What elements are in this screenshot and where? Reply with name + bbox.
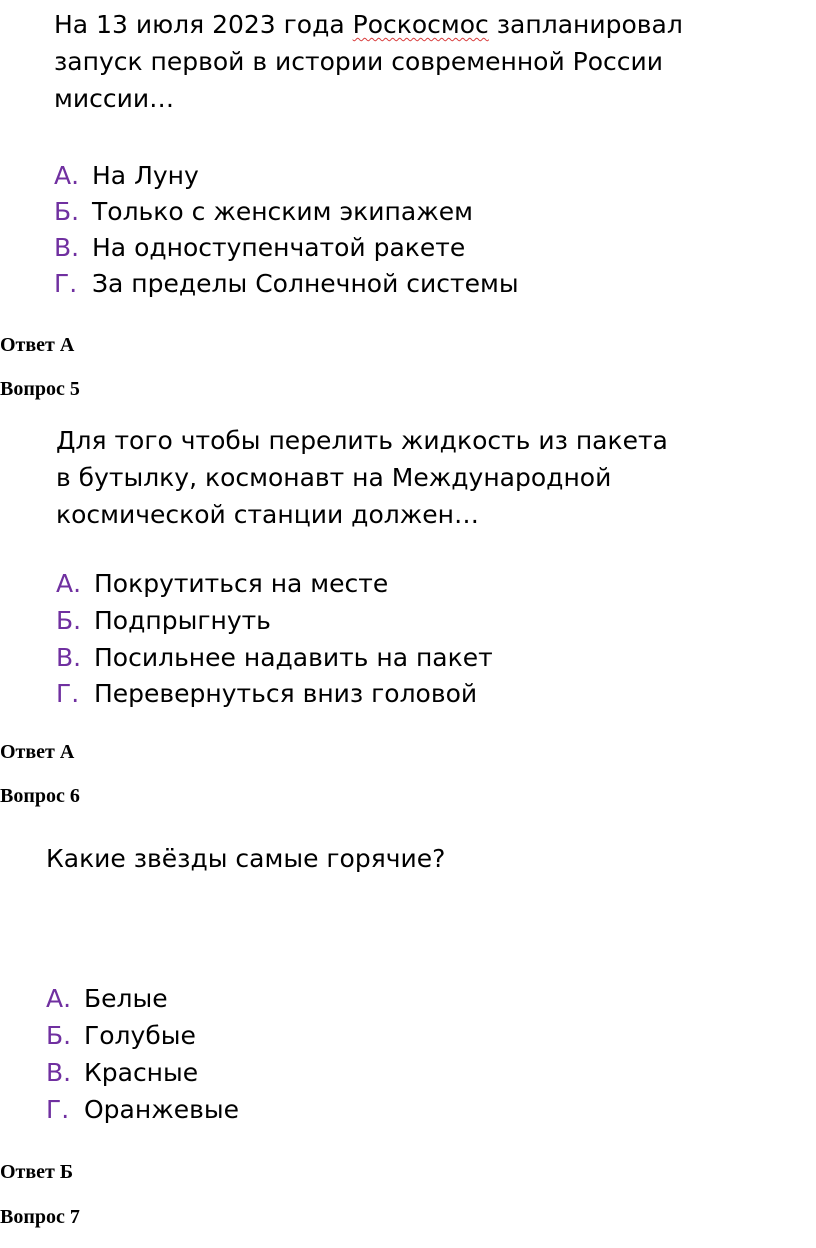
- question-5-option-d: Г. Перевернуться вниз головой: [56, 679, 478, 708]
- question-4-option-c: В. На одноступенчатой ракете: [54, 233, 466, 262]
- question-6-option-b: Б. Голубые: [46, 1021, 196, 1050]
- question-6-option-d: Г. Оранжевые: [46, 1095, 239, 1124]
- question-5-text: [56, 422, 668, 533]
- question-6-option-a: А. Белые: [46, 984, 168, 1013]
- question-6-text: [46, 840, 445, 877]
- spellcheck-word: Роскосмос: [352, 10, 489, 39]
- question-5-option-c: В. Посильнее надавить на пакет: [56, 643, 493, 672]
- question-5-line-2: в бутылку, космонавт на Международной: [56, 463, 612, 492]
- question-5-label: Вопрос 5: [0, 378, 80, 400]
- answer-6: Ответ Б: [0, 1161, 74, 1183]
- question-4-line-3: миссии…: [54, 84, 175, 113]
- question-4-option-b: Б. Только с женским экипажем: [54, 197, 473, 226]
- question-5-line-1: Для того чтобы перелить жидкость из пакета: [56, 426, 668, 455]
- question-5-line-3: космической станции должен…: [56, 500, 479, 529]
- question-6-line-1: Какие звёзды самые горячие?: [46, 844, 446, 873]
- question-5-option-b: Б. Подпрыгнуть: [56, 606, 271, 635]
- answer-5: Ответ А: [0, 741, 75, 763]
- question-4-line-1: На 13 июля 2023 года Роскосмос запланировал: [54, 10, 683, 39]
- question-5-option-a: А. Покрутиться на месте: [56, 569, 389, 598]
- question-7-label: Вопрос 7: [0, 1206, 80, 1228]
- question-6-label: Вопрос 6: [0, 785, 80, 807]
- question-4-text: [54, 6, 683, 117]
- question-6-option-c: В. Красные: [46, 1058, 199, 1087]
- question-4-line-2: запуск первой в истории современной России: [54, 47, 664, 76]
- answer-4: Ответ А: [0, 334, 75, 356]
- question-4-option-d: Г. За пределы Солнечной системы: [54, 269, 519, 298]
- question-4-option-a: А. На Луну: [54, 161, 199, 190]
